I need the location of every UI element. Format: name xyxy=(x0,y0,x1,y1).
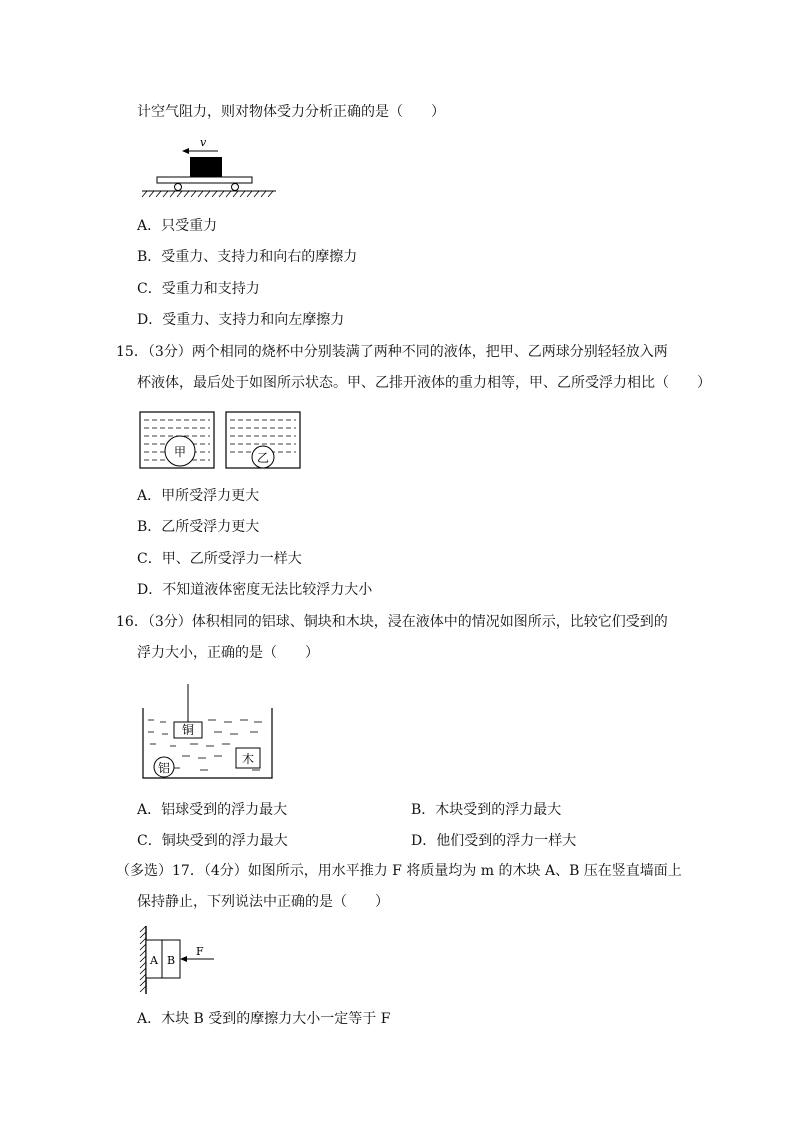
q15-stem-line2: 杯液体，最后处于如图所示状态。甲、乙排开液体的重力相等，甲、乙所受浮力相比（ ） xyxy=(137,375,711,391)
q16-option-a: A．铝球受到的浮力最大 xyxy=(137,802,288,818)
q15-option-d: D．不知道液体密度无法比较浮力大小 xyxy=(137,582,373,598)
q14-option-b: B．受重力、支持力和向右的摩擦力 xyxy=(137,249,358,265)
q15-stem-line1: 15．（3分）两个相同的烧杯中分别装满了两种不同的液体，把甲、乙两球分别轻轻放入两 xyxy=(116,344,668,360)
q16-container-figure xyxy=(140,682,276,782)
q14-option-d: D．受重力、支持力和向左摩擦力 xyxy=(137,312,345,328)
q15-beakers-figure xyxy=(138,408,304,472)
q17-force-label: F xyxy=(196,945,204,958)
q17-option-a: A．木块 B 受到的摩擦力大小一定等于 F xyxy=(137,1011,391,1027)
q14-option-c: C．受重力和支持力 xyxy=(137,281,260,297)
q16-stem-line1: 16．（3分）体积相同的铝球、铜块和木块，浸在液体中的情况如图所示，比较它们受到的 xyxy=(116,614,668,630)
q17-stem-line1: （多选）17．（4分）如图所示，用水平推力 F 将质量均为 m 的木块 A、B 压在竖直墙面上 xyxy=(116,863,682,879)
q16-aluminum-label: 铝 xyxy=(157,761,171,775)
q17-stem-line2: 保持静止，下列说法中正确的是（ ） xyxy=(137,894,389,910)
q14-option-a: A．只受重力 xyxy=(137,218,218,234)
q17-block-b-label: B xyxy=(166,954,176,967)
q17-wall-figure xyxy=(138,924,222,996)
q16-option-b: B．木块受到的浮力最大 xyxy=(411,802,562,818)
q16-option-c: C．铜块受到的浮力最大 xyxy=(137,833,288,849)
q15-ball-jia-label: 甲 xyxy=(173,445,187,459)
q14-stem: 计空气阻力，则对物体受力分析正确的是（ ） xyxy=(137,104,445,120)
q16-wood-label: 木 xyxy=(241,752,255,766)
q14-cart-figure xyxy=(138,133,280,203)
q16-copper-label: 铜 xyxy=(181,723,195,737)
q15-ball-yi-label: 乙 xyxy=(256,451,270,465)
q17-block-a-label: A xyxy=(150,954,158,967)
q15-option-a: A．甲所受浮力更大 xyxy=(137,488,260,504)
q16-stem-line2: 浮力大小，正确的是（ ） xyxy=(137,645,319,661)
q15-option-c: C．甲、乙所受浮力一样大 xyxy=(137,551,302,567)
q14-velocity-label: v xyxy=(200,136,207,149)
q15-option-b: B．乙所受浮力更大 xyxy=(137,519,260,535)
q16-option-d: D．他们受到的浮力一样大 xyxy=(411,833,577,849)
